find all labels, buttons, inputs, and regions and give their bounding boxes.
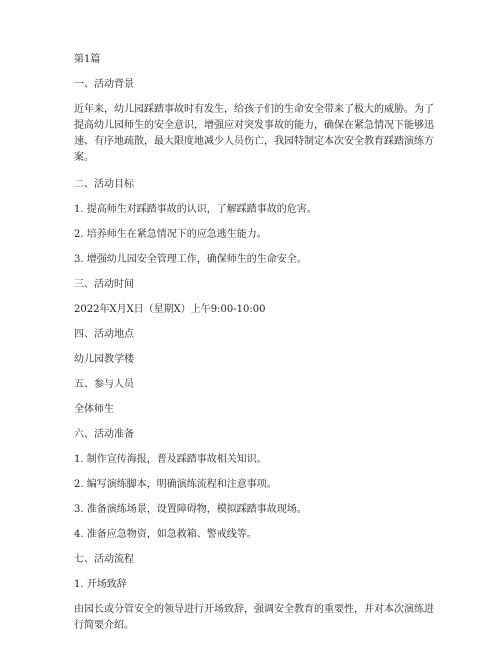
document-content <box>74 52 434 634</box>
chapter-title: 第1篇 <box>74 54 101 65</box>
section-body-location: 幼儿园教学楼 <box>74 354 134 365</box>
section-body-time: 2022年X月X日（星期X）上午9:00-10:00 <box>74 304 266 315</box>
goal-item: 3. 增强幼儿园安全管理工作，确保师生的生命安全。 <box>74 254 307 265</box>
section-heading-goals: 二、活动目标 <box>74 179 134 190</box>
section-heading-time: 三、活动时间 <box>74 279 134 290</box>
goal-item: 1. 提高师生对踩踏事故的认识，了解踩踏事故的危害。 <box>74 204 317 215</box>
section-heading-process: 七、活动流程 <box>74 554 134 565</box>
section-heading-preparation: 六、活动准备 <box>74 429 134 440</box>
preparation-item: 3. 准备演练场景，设置障碍物，模拟踩踏事故现场。 <box>74 504 307 515</box>
preparation-item: 4. 准备应急物资，如急救箱、警戒线等。 <box>74 529 257 540</box>
process-subheading-body: 由园长或分管安全的领导进行开场致辞，强调安全教育的重要性，并对本次演练进行简要介绍。 <box>74 604 434 631</box>
process-subheading: 1. 开场致辞 <box>74 579 127 590</box>
goal-item: 2. 培养师生在紧急情况下的应急逃生能力。 <box>74 229 267 240</box>
section-heading-background: 一、活动背景 <box>74 79 134 90</box>
section-body-background: 近年来，幼儿园踩踏事故时有发生，给孩子们的生命安全带来了极大的威胁。为了提高幼儿园师生的安全意识，增强应对突发事故的能力，确保在紧急情况下能够迅速、有序地疏散，最大限度地减少人员伤亡，我园特制定本次安全教育踩踏演练方案。 <box>74 104 434 163</box>
preparation-item: 2. 编写演练脚本，明确演练流程和注意事项。 <box>74 479 277 490</box>
section-heading-location: 四、活动地点 <box>74 329 134 340</box>
preparation-item: 1. 制作宣传海报，普及踩踏事故相关知识。 <box>74 454 267 465</box>
section-body-participants: 全体师生 <box>74 404 114 415</box>
section-heading-participants: 五、参与人员 <box>74 379 134 390</box>
